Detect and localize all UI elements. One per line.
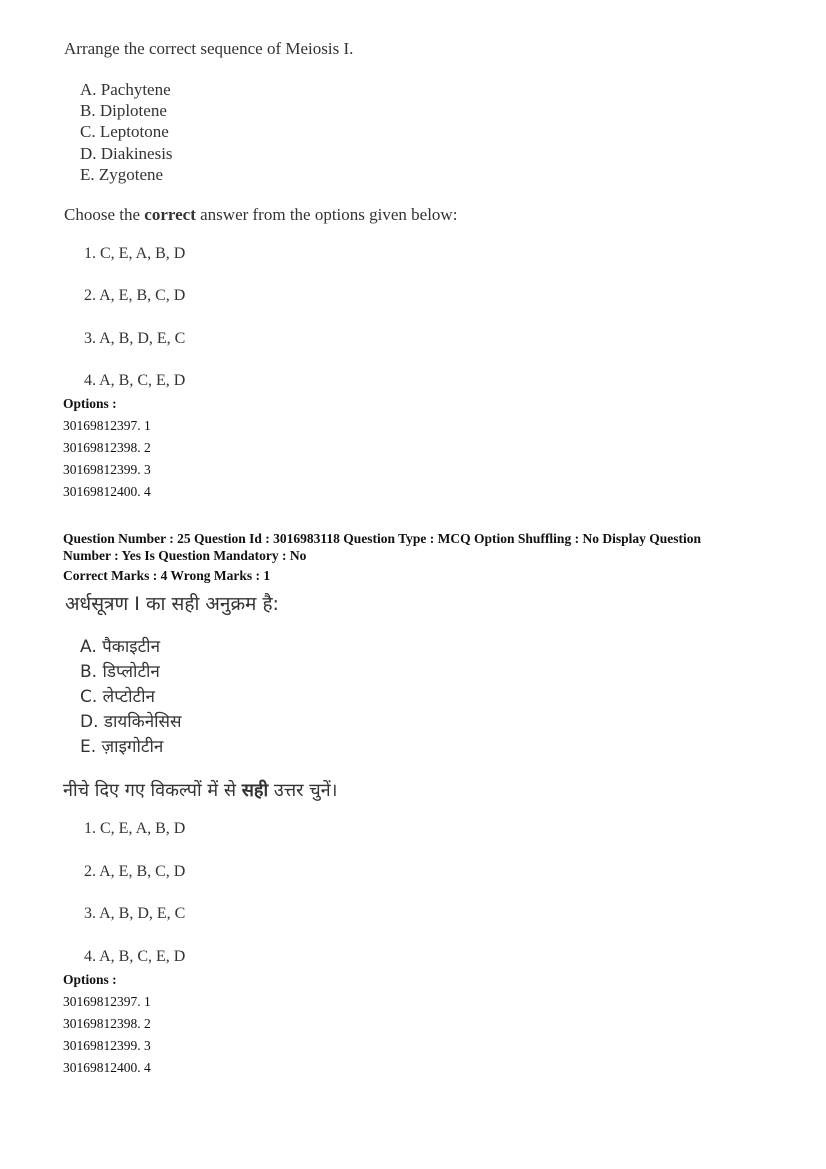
choose-suffix: उत्तर चुनें।	[268, 780, 338, 801]
choose-suffix: answer from the options given below:	[195, 205, 458, 224]
choose-bold: सही	[241, 780, 269, 801]
answer-choice: 3. A, B, D, E, C	[84, 330, 186, 347]
answer-choice: 1. C, E, A, B, D	[84, 245, 186, 262]
list-item: B. डिप्लोटीन	[80, 662, 160, 682]
question-prompt-hindi: अर्धसूत्रण I का सही अनुक्रम है:	[65, 593, 279, 615]
option-id: 30169812397. 1	[63, 418, 151, 433]
list-item: C. लेप्टोटीन	[80, 687, 155, 707]
choose-prefix: नीचे दिए गए विकल्पों में से	[63, 780, 242, 801]
list-item: C. Leptotone	[80, 122, 169, 141]
marks-line: Correct Marks : 4 Wrong Marks : 1	[63, 568, 271, 583]
option-id: 30169812397. 1	[63, 994, 151, 1009]
list-item: E. ज़ाइगोटीन	[80, 737, 164, 757]
list-item: A. पैकाइटीन	[80, 637, 161, 657]
option-id: 30169812399. 3	[63, 462, 151, 477]
option-id: 30169812398. 2	[63, 1016, 151, 1031]
answer-choice: 2. A, E, B, C, D	[84, 287, 186, 304]
list-item: B. Diplotene	[80, 101, 167, 120]
option-id: 30169812399. 3	[63, 1038, 151, 1053]
choose-instruction-hindi	[63, 778, 337, 802]
list-item: D. डायकिनेसिस	[80, 712, 182, 732]
question-header-line1: Question Number : 25 Question Id : 3016983118 Question Type : MCQ Option Shuffling : No Display Question	[63, 531, 701, 546]
answer-choice: 1. C, E, A, B, D	[84, 820, 186, 837]
option-id: 30169812400. 4	[63, 484, 151, 499]
answer-choice: 3. A, B, D, E, C	[84, 905, 186, 922]
question-header-line2: Number : Yes Is Question Mandatory : No	[63, 548, 307, 563]
options-label: Options :	[63, 972, 117, 987]
choose-prefix: Choose the	[64, 205, 145, 224]
answer-choice: 2. A, E, B, C, D	[84, 863, 186, 880]
choose-bold: correct	[144, 205, 196, 224]
list-item: D. Diakinesis	[80, 144, 173, 163]
list-item: E. Zygotene	[80, 165, 164, 184]
answer-choice: 4. A, B, C, E, D	[84, 372, 186, 389]
choose-instruction	[64, 205, 457, 225]
option-id: 30169812400. 4	[63, 1060, 151, 1075]
answer-choice: 4. A, B, C, E, D	[84, 948, 186, 965]
options-label: Options :	[63, 396, 117, 411]
list-item: A. Pachytene	[80, 80, 171, 99]
option-id: 30169812398. 2	[63, 440, 151, 455]
question-prompt: Arrange the correct sequence of Meiosis I.	[64, 39, 354, 58]
